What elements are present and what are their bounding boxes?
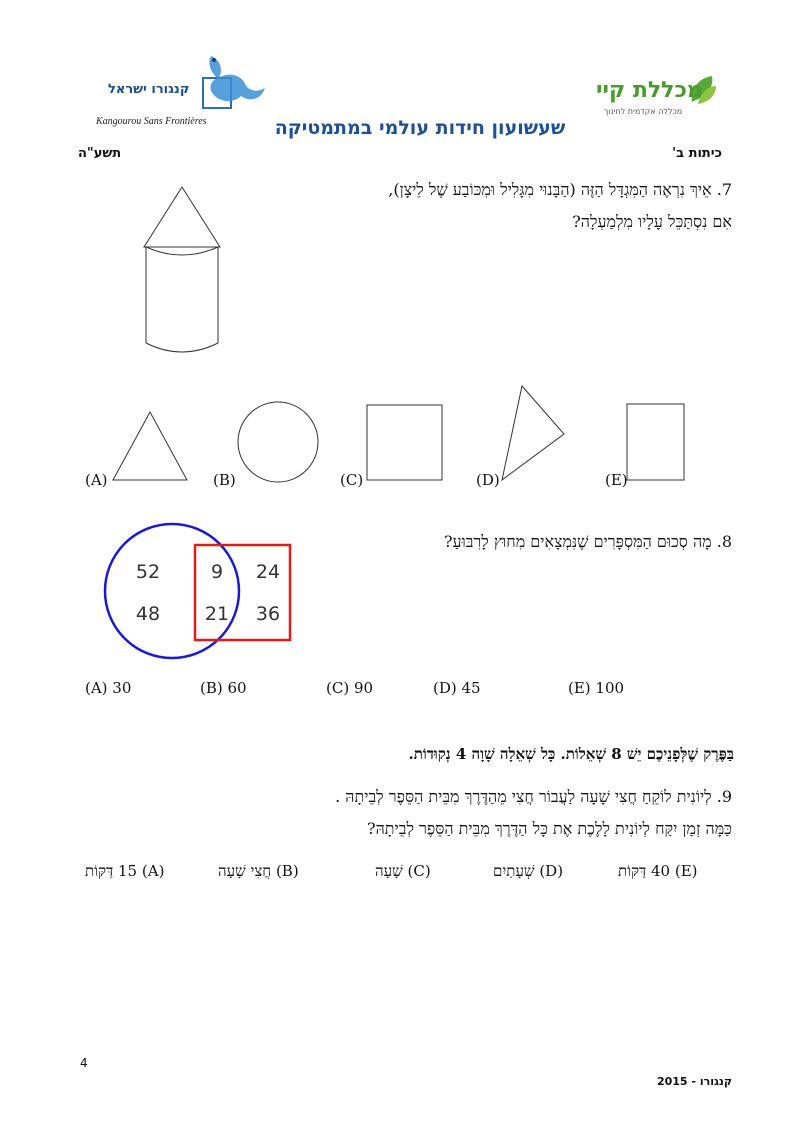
- section-note: בַּפֶּרֶק שֶׁלְּפָנֵיכֶם יֵשׁ 8 שְׁאֵלוֹת. כָּל שְׁאֵלָה שָׁוָה 4 נְקוּדוֹת.: [408, 745, 734, 763]
- venn-number: 52: [135, 561, 161, 583]
- option-a-triangle[interactable]: [110, 410, 190, 484]
- q9-option-e[interactable]: (E) 40 דַּקּוֹת: [618, 862, 698, 880]
- q8-option-d[interactable]: (D) 45: [433, 679, 481, 697]
- option-label-c[interactable]: (C): [340, 471, 364, 489]
- question-9-line-1: 9. לְיוֹנִית לוֹקֵחַ חֲצִי שָׁעָה לַעֲבוֹר חֲצִי מֵהַדֶּרֶךְ מִבֵּית הַסֵּפֶר לְבֵיתָהּ .: [335, 787, 732, 806]
- venn-number: 36: [255, 603, 281, 625]
- venn-square: [195, 545, 290, 640]
- org-name: קנגורו ישראל: [108, 82, 190, 97]
- option-label-e[interactable]: (E): [605, 471, 628, 489]
- venn-figure: [100, 520, 300, 670]
- q8-option-a[interactable]: (A) 30: [85, 679, 132, 697]
- question-7-line-1: 7. אֵיךְ נִרְאֶה הַמִּגְדָּל הַזֶּה (הַבָּנוּי מִגָּלִיל וּמִכּוֹבַע שֶׁל לֵיצָן),: [388, 180, 732, 199]
- grade-label: כיתות ב': [672, 146, 722, 161]
- page-title: שעשועון חידות עולמי במתמטיקה: [274, 117, 566, 139]
- question-9-line-2: כַּמָּה זְמַן יִקַּח לְיוֹנִית לָלֶכֶת אֶת כָּל הַדֶּרֶךְ מִבֵּית הַסֵּפֶר לְבֵיתָהּ?: [367, 819, 732, 838]
- year-label: תשע"ה: [78, 146, 122, 161]
- venn-number: 24: [255, 561, 281, 583]
- option-label-d[interactable]: (D): [476, 471, 500, 489]
- q8-option-e[interactable]: (E) 100: [568, 679, 625, 697]
- venn-number: 9: [210, 561, 224, 583]
- q8-option-b[interactable]: (B) 60: [200, 679, 247, 697]
- question-8-text: 8. מָה סְכוּם הַמִּסְפָּרִים שֶׁנִּמְצָאִים מִחוּץ לָרִבּוּעַ?: [443, 532, 732, 551]
- option-label-b[interactable]: (B): [213, 471, 236, 489]
- q9-option-a[interactable]: (A) 15 דַּקּוֹת: [85, 862, 165, 880]
- q8-option-c[interactable]: (C) 90: [326, 679, 374, 697]
- org-subtitle: Kangourou Sans Frontières: [96, 116, 207, 127]
- college-name: מכללת קיי: [596, 78, 703, 103]
- kangaroo-logo-icon: [197, 48, 269, 112]
- option-c-square[interactable]: [366, 404, 444, 482]
- page-number: 4: [80, 1056, 88, 1070]
- option-b-circle[interactable]: [236, 400, 320, 484]
- option-d-kite[interactable]: [494, 384, 566, 484]
- option-e-rectangle[interactable]: [626, 403, 686, 483]
- q9-option-d[interactable]: (D) שְׁעָתַיִם: [493, 862, 564, 880]
- q9-option-c[interactable]: (C) שָׁעָה: [375, 862, 431, 880]
- college-tagline: מכללה אקדמית לחינוך: [604, 107, 683, 116]
- footer-text: קנגורו - 2015: [656, 1075, 732, 1088]
- venn-number: 48: [135, 603, 161, 625]
- option-label-a[interactable]: (A): [85, 471, 108, 489]
- venn-number: 21: [204, 603, 230, 625]
- q9-option-b[interactable]: (B) חֲצִי שָׁעָה: [218, 862, 299, 880]
- tower-figure: [138, 185, 228, 360]
- question-7-line-2: אִם נִסְתַּכֵּל עָלָיו מִלְמַעְלָה?: [572, 212, 732, 231]
